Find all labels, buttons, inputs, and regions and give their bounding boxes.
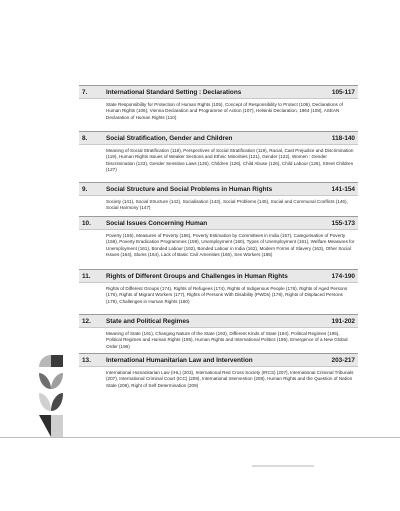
chapter-number: 10. [82, 220, 91, 227]
chapter-9 [79, 182, 358, 216]
chapter-topics: Rights of Different Groups (174), Rights of Refugees (174), Rights of Indigenous People (176), Rights of Aged Persons (176), Rights of Migrant Workers (177), Rights of Persons With Disability (PWDs) (178), Rights of Displaced Persons (179), Challenges in Human Rights (180) [106, 286, 348, 304]
chapter-13 [79, 353, 358, 399]
chapter-number: 12. [82, 318, 91, 325]
decorative-leaf-ornament [37, 353, 65, 443]
chapter-heading [79, 269, 358, 283]
chapter-pages: 174-190 [331, 273, 355, 280]
chapter-pages: 203-217 [331, 357, 355, 364]
chapter-heading [79, 314, 358, 328]
chapter-topics: State Responsibility for Protection of Human Rights (105), Concept of Responsibility to Protect (106), Declarations of Human Rights (106), Vienna Declaration and Programme of Action (107), Helsinki Declaration, 1964 (108), ASEAN Declaration of Human Rights (110) [106, 102, 343, 120]
chapter-topics: International Humanitarian Law (IHL) (203), International Red Cross Society (IRCS) (207), International Criminal Tribunals (207), International Criminal Court (ICC) (208), International Intervention (208), Human Rights and the Question of Nation State (208), Right of Self Determination (209) [106, 370, 354, 388]
chapter-title: International Standard Setting : Declarations [106, 89, 242, 96]
chapter-number: 13. [82, 357, 91, 364]
footer-rule [0, 437, 400, 438]
chapter-11 [79, 269, 358, 314]
chapter-pages: 191-202 [331, 318, 355, 325]
chapter-12 [79, 314, 358, 353]
footer-mark [252, 465, 314, 467]
chapter-title: Social Structure and Social Problems in Human Rights [106, 186, 273, 193]
chapter-topics: Poverty (155), Measures of Poverty (156), Poverty Estimation by Committees in India (157), Categorisation of Poverty (158), Poverty Eradication Programmes (159), Unemployment (160), Types of Unemployment (161), Welfare Measures for Unemployment (161), Bonded Labour (162), Bonded Labour in India (162), Modern Forms of Slavery (163), Other Social Issues (164), Slums (164), Lack of Basic Civil Amenities (165), Sex Workers (165) [106, 233, 355, 258]
chapter-7 [79, 85, 358, 131]
chapter-title: Social Stratification, Gender and Children [106, 135, 233, 142]
chapter-pages: 155-173 [331, 220, 355, 227]
chapter-number: 7. [82, 89, 88, 96]
chapter-number: 11. [82, 273, 91, 280]
chapter-pages: 118-140 [331, 135, 355, 142]
chapter-number: 8. [82, 135, 88, 142]
chapter-title: International Humanitarian Law and Intervention [106, 357, 253, 364]
chapter-title: Rights of Different Groups and Challenges in Human Rights [106, 273, 288, 280]
chapter-title: State and Political Regimes [106, 318, 190, 325]
chapter-topics: Society (141), Social Structure (142), Socialisation (143), Social Problems (145), Social and Communal Conflicts (146), Social Harmony (147) [106, 199, 348, 211]
chapter-heading [79, 131, 358, 145]
chapter-heading [79, 182, 358, 196]
table-of-contents [79, 85, 358, 399]
chapter-10 [79, 216, 358, 269]
chapter-topics: Meaning of Social Stratification (118), Perspectives of Social Stratification (119), Racial, Cast Prejudice and Discrimination (119), Human Rights Issues of Weaker Sections and Ethnic Minorities (121), Gender (122), Women : Gender Discrimination (123), Gender Sensitive Laws (125), Children (126), Child Abuse (126), Child Labour (126), Street Children (127) [106, 148, 354, 173]
chapter-heading [79, 216, 358, 230]
chapter-heading [79, 353, 358, 367]
chapter-pages: 105-117 [331, 89, 355, 96]
chapter-title: Social Issues Concerning Human [106, 220, 208, 227]
chapter-heading [79, 85, 358, 99]
chapter-number: 9. [82, 186, 88, 193]
chapter-8 [79, 131, 358, 182]
chapter-topics: Meaning of State (191), Changing Nature of the State (193), Different Kinds of State (194), Political Regimes (195), Political Regimes and Human Rights (195), Human Rights and International Politics (195), Emergence of a New Global Order (196) [106, 331, 348, 349]
chapter-pages: 141-154 [331, 186, 355, 193]
